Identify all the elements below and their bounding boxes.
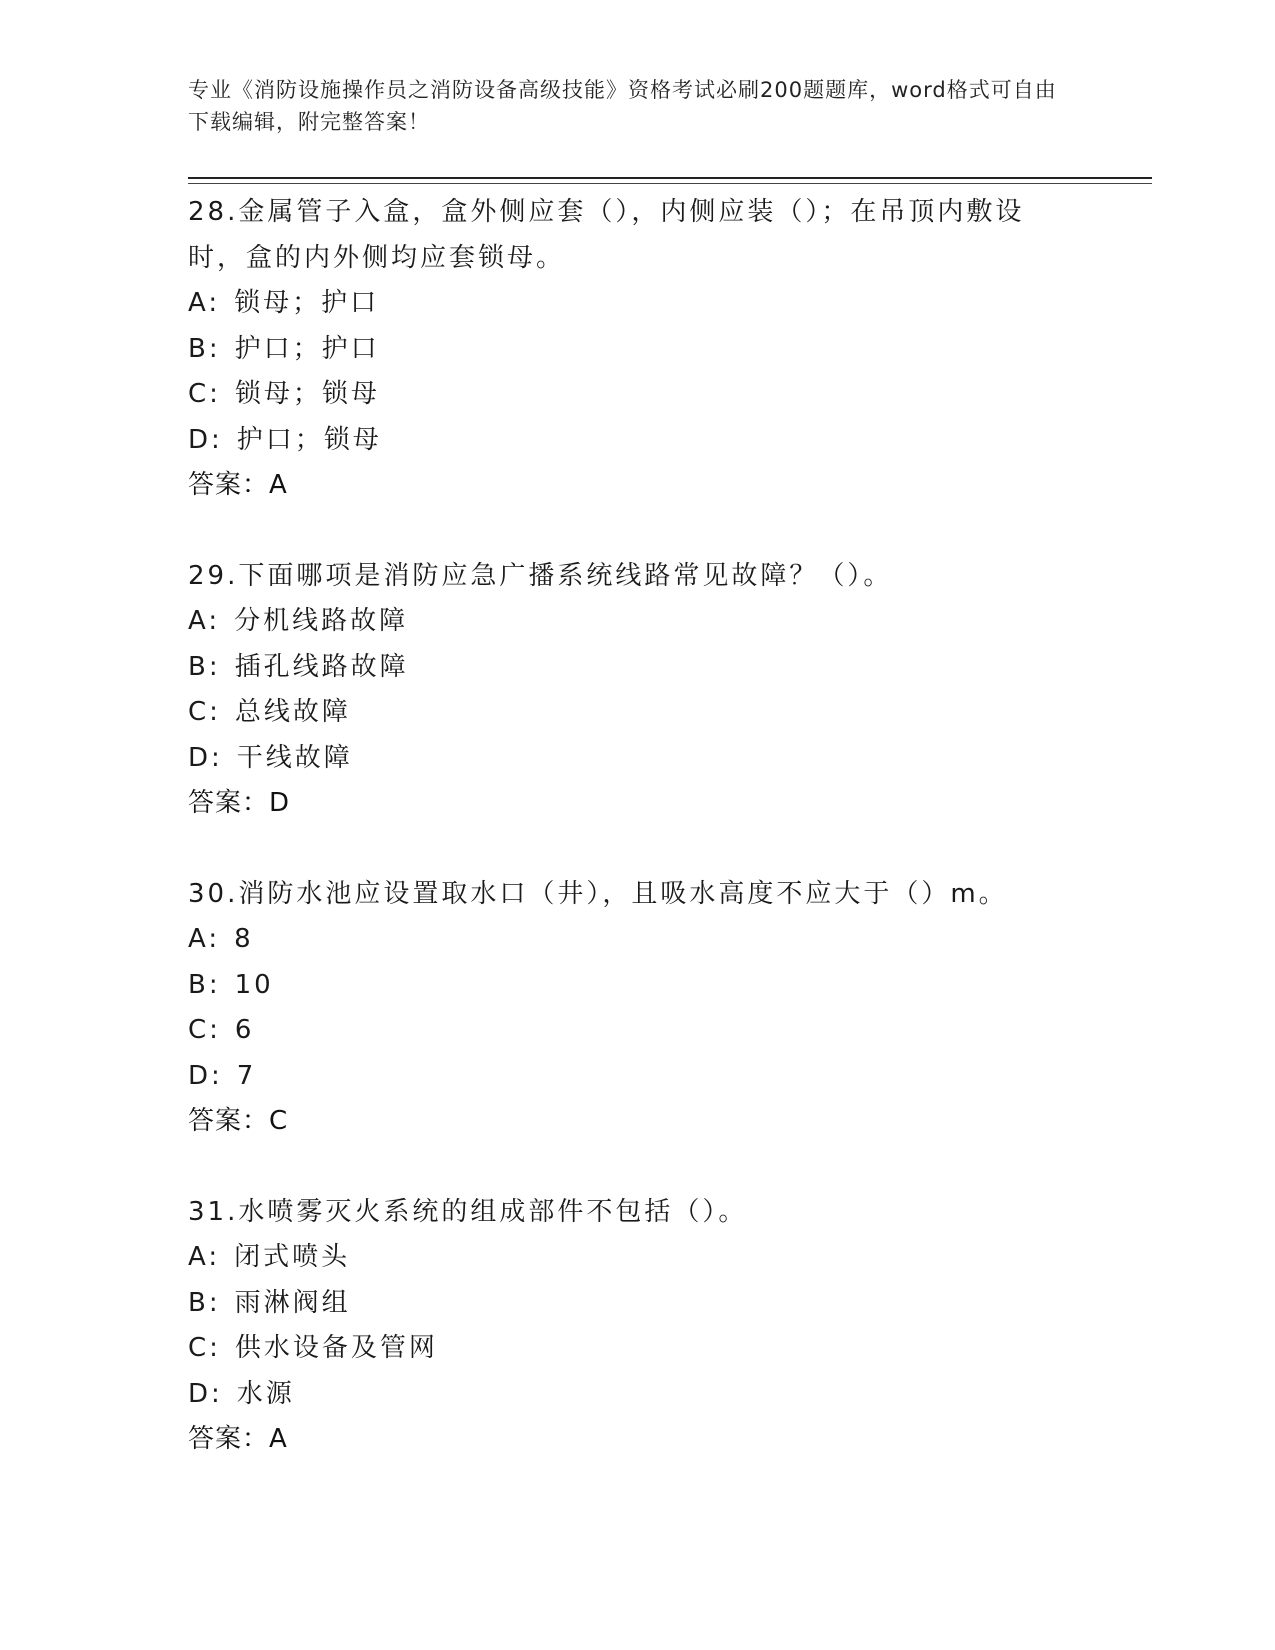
option-d xyxy=(188,1372,1088,1418)
option-key: D: xyxy=(188,742,223,773)
option-text: 水源 xyxy=(236,1378,295,1409)
question-list xyxy=(188,190,1088,1463)
option-key: C: xyxy=(188,1333,221,1363)
option-text: 7 xyxy=(236,1060,257,1091)
document-header: 专业《消防设施操作员之消防设备高级技能》资格考试必刷200题题库，word格式可自由下载编辑，附完整答案！ xyxy=(188,78,1057,134)
answer-line: 答案：C xyxy=(188,1106,289,1136)
option-a xyxy=(188,281,1088,327)
option-text: 插孔线路故障 xyxy=(234,651,409,682)
option-key: C: xyxy=(188,697,221,727)
option-key: B: xyxy=(188,333,221,364)
question-spacer xyxy=(188,1145,1088,1190)
option-key: D: xyxy=(188,1060,223,1091)
option-key: A: xyxy=(188,924,221,954)
answer-line: 答案：A xyxy=(188,470,288,500)
option-text: 分机线路故障 xyxy=(234,606,409,636)
option-b xyxy=(188,1281,1088,1327)
option-d xyxy=(188,418,1088,464)
option-key: B: xyxy=(188,651,221,682)
question-stem: 30.消防水池应设置取水口（井），且吸水高度不应大于（）m。 xyxy=(188,878,1008,909)
option-text: 锁母；锁母 xyxy=(234,379,380,409)
option-text: 8 xyxy=(234,924,254,954)
option-text: 闭式喷头 xyxy=(234,1242,351,1272)
option-text: 干线故障 xyxy=(236,742,353,773)
option-text: 供水设备及管网 xyxy=(234,1333,438,1363)
option-key: A: xyxy=(188,606,221,636)
option-a xyxy=(188,1235,1088,1281)
option-key: A: xyxy=(188,1242,221,1272)
option-text: 雨淋阀组 xyxy=(234,1287,351,1318)
option-key: C: xyxy=(188,1015,221,1045)
option-text: 6 xyxy=(234,1015,255,1045)
question-28 xyxy=(188,190,1088,509)
question-30 xyxy=(188,872,1088,1145)
question-stem: 28.金属管子入盒，盒外侧应套（），内侧应装（）；在吊顶内敷设时，盒的内外侧均应套锁母。 xyxy=(188,197,1025,273)
option-c xyxy=(188,1008,1088,1054)
question-29 xyxy=(188,554,1088,827)
option-key: A: xyxy=(188,288,221,318)
question-stem: 31.水喷雾灭火系统的组成部件不包括（）。 xyxy=(188,1196,748,1227)
option-key: B: xyxy=(188,969,221,1000)
option-key: C: xyxy=(188,379,221,409)
option-a xyxy=(188,599,1088,645)
question-spacer xyxy=(188,509,1088,554)
header-divider-thick xyxy=(188,177,1152,179)
question-31 xyxy=(188,1190,1088,1463)
option-text: 锁母；护口 xyxy=(234,288,380,318)
answer-line: 答案：A xyxy=(188,1424,288,1454)
option-text: 护口；护口 xyxy=(234,333,380,364)
header-divider-thin xyxy=(188,183,1152,184)
option-text: 10 xyxy=(234,969,274,1000)
option-key: B: xyxy=(188,1287,221,1318)
option-b xyxy=(188,327,1088,373)
answer-line: 答案：D xyxy=(188,788,291,818)
option-text: 护口；锁母 xyxy=(236,424,382,455)
option-c xyxy=(188,690,1088,736)
option-c xyxy=(188,1326,1088,1372)
option-c xyxy=(188,372,1088,418)
question-spacer xyxy=(188,827,1088,872)
option-d xyxy=(188,1054,1088,1100)
option-text: 总线故障 xyxy=(234,697,351,727)
option-key: D: xyxy=(188,424,223,455)
option-a xyxy=(188,917,1088,963)
option-d xyxy=(188,736,1088,782)
option-b xyxy=(188,645,1088,691)
option-key: D: xyxy=(188,1378,223,1409)
option-b xyxy=(188,963,1088,1009)
question-stem: 29.下面哪项是消防应急广播系统线路常见故障？（）。 xyxy=(188,560,893,591)
